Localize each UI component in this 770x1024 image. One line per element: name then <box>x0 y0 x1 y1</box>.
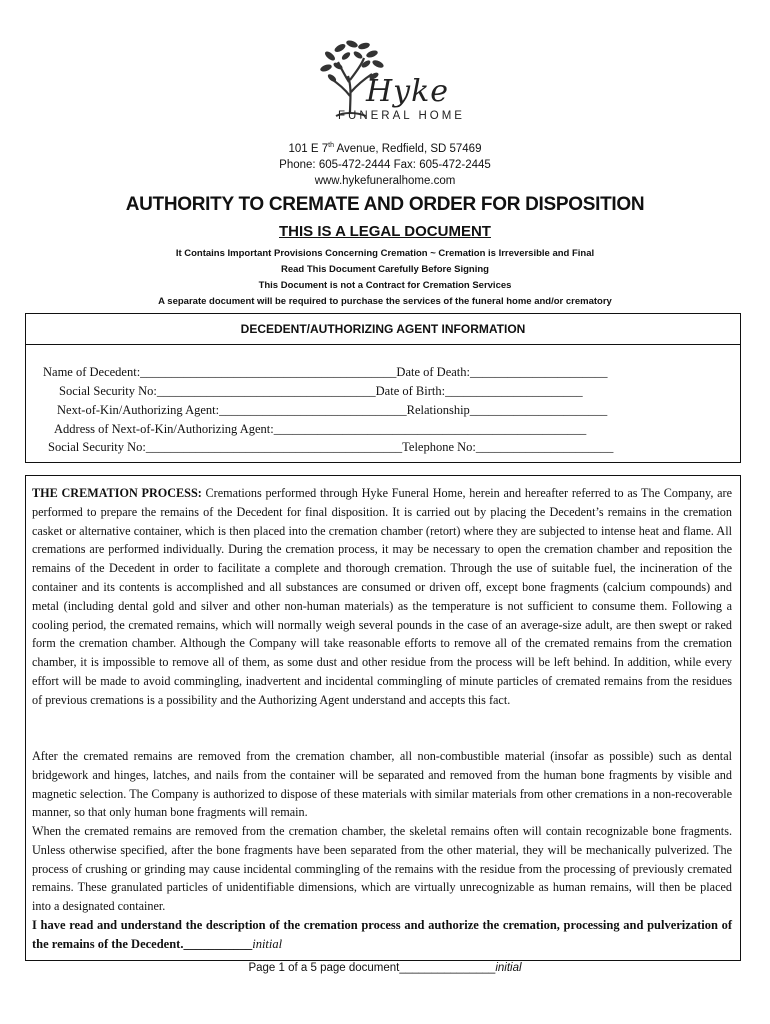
important-notes <box>0 246 770 310</box>
cremation-process-section <box>25 475 741 961</box>
process-paragraph-1: THE CREMATION PROCESS: Cremations performed through Hyke Funeral Home, herein and hereafter referred to as The Company, are performed to prepare the remains of the Decedent for final disposition. It is carried out by placing the Decedent’s remains in the cremation casket or alternative container, which is then placed into the cremation chamber (retort) where they are subjected to intense heat and flame. All cremations are performed individually. During the cremation process, it may be necessary to open the cremation chamber and reposition the remains of the Decedent in order to facilitate a complete and thorough cremation. Through the use of suitable fuel, the incineration of the container and its contents is accomplished and all substances are consumed or driven off, except bone fragments (calcium compounds) and metal (including dental gold and silver and other non-human materials) as the temperature is not sufficient to consume them. Following a cooling period, the cremated remains, which will normally weigh several pounds in the case of an average-size adult, are then swept or raked form the cremation chamber. Although the Company will take reasonable efforts to remove all of the cremated remains from the cremation chamber, it is impossible to remove all of them, as some dust and other residue from the process will be left behind. In addition, while every effort will be made to avoid commingling, inadvertent and incidental commingling of minute particles of cremated remains from the residues of previous cremations is a possibility and the Authorizing Agent understand and accepts this fact. <box>32 486 733 707</box>
note-line: Read This Document Carefully Before Signing <box>281 264 489 275</box>
agent-ssn-phone-field[interactable]: Social Security No:_________________________________________Telephone No:______________________ <box>48 440 614 454</box>
page-footer <box>0 962 770 974</box>
note-line: It Contains Important Provisions Concerning Cremation ~ Cremation is Irreversible and Final <box>175 248 595 259</box>
footer-initial-label: initial <box>495 962 522 974</box>
logo-subtitle: FUNERAL HOME <box>338 110 465 122</box>
phone-fax-line: Phone: 605-472-2444 Fax: 605-472-2445 <box>279 158 491 171</box>
process-paragraph-2: After the cremated remains are removed from the cremation chamber, all non-combustible material (insofar as possible) such as dental bridgework and hinges, latches, and nails from the container will be separated and removed from the human bone fragments by visible and magnetic selection. The Company is authorized to dispose of these materials with similar materials from other cremations in a non-recoverable manner, so that only human bone fragments will remain. <box>32 749 732 820</box>
address-line: 101 E 7th Avenue, Redfield, SD 57469 <box>288 142 482 155</box>
acknowledgment-statement[interactable]: I have read and understand the description of the cremation process and authorize the cremation, processing and pulverization of the remains of the Decedent.___________initial <box>32 918 732 951</box>
logo-wordmark: Hyke <box>366 74 450 109</box>
funeral-home-logo <box>300 36 470 136</box>
next-of-kin-field[interactable]: Next-of-Kin/Authorizing Agent:______________________________Relationship______________________ <box>57 403 608 417</box>
legal-document-heading: THIS IS A LEGAL DOCUMENT <box>279 223 491 240</box>
note-line: A separate document will be required to purchase the services of the funeral home and/or crematory <box>158 296 612 307</box>
decedent-ssn-field[interactable]: Social Security No:___________________________________Date of Birth:______________________ <box>59 384 583 398</box>
process-heading: THE CREMATION PROCESS: <box>32 486 202 500</box>
agent-address-field[interactable]: Address of Next-of-Kin/Authorizing Agent:__________________________________________________ <box>54 422 587 436</box>
section-divider <box>26 344 740 345</box>
decedent-info-section <box>25 313 741 463</box>
initial-label: initial <box>252 936 283 951</box>
decedent-name-field[interactable]: Name of Decedent:_________________________________________Date of Death:______________________ <box>43 365 608 379</box>
page-number: Page 1 of a 5 page document_______________ <box>248 962 496 974</box>
process-paragraph-3: When the cremated remains are removed from the cremation chamber, the skeletal remains often will contain recognizable bone fragments. Unless otherwise specified, after the bone fragments have been separated from the other material, they will be mechanically pulverized. The process of crushing or grinding may cause incidental commingling of the remains with the residue from the processing of previously cremated remains. These granulated particles of unidentifiable dimensions, which are virtually unrecognizable as human remains, will then be placed into a designated container. <box>32 824 732 914</box>
note-line: This Document is not a Contract for Cremation Services <box>258 280 512 291</box>
contact-block <box>0 138 770 189</box>
section-heading: DECEDENT/AUTHORIZING AGENT INFORMATION <box>240 322 526 336</box>
document-title: AUTHORITY TO CREMATE AND ORDER FOR DISPOSITION <box>125 194 645 215</box>
website-line: www.hykefuneralhome.com <box>314 174 456 187</box>
